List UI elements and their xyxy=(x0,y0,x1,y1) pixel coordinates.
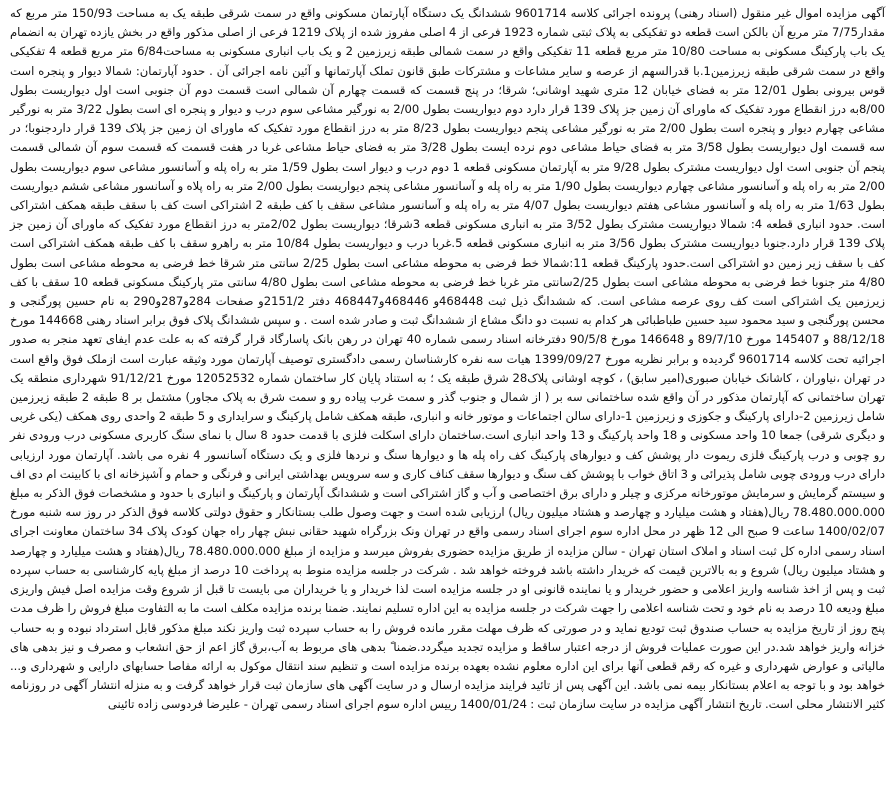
notice-body: آگهی مزایده اموال غیر منقول (اسناد رهنی) پرونده اجرائی کلاسه 9601714 ششدانگ یک دستگاه آپارتمان مسکونی واقع در سمت شرقی طبقه یک به مساحت 150/93 متر مربع که مقدار7/75 متر مربع آن بالکن است قطعه دو تفکیکی به پلاک ثبتی شماره 1923 فرعی از 4 اصلی مفروز شده از پلاک 1219 فرعی از اصلی مذکور واقع در بخش یازده تهران به انضمام یک باب پارکینگ مسکونی به مساحت 10/80 متر مربع قطعه 11 تفکیکی واقع در سمت شمالی طبقه زیرزمین 2 و یک باب انباری مسکونی به مساحت6/84 متر مربع قطعه 4 تفکیکی واقع در سمت شرقی طبقه زیرزمین1.با قدرالسهم از عرصه و سایر مشاعات و مشترکات طبق قانون تملک آپارتمانها و آئین نامه اجرائی آن . حدود آپارتمان: شمالا دیوار و پنجره است قوس بیرونی بطول 12/01 متر به فضای خیابان 12 متری شهید اوشانی؛ شرقا؛ در پنج قسمت که قسمت چهارم آن شمالی است قسمت دوم آن جنوبی است اول دیواریست بطول 8/00به درز انقطاع مورد تفکیک که ماورای آن زمین جز پلاک 139 قرار دارد دوم دیواریست بطول 2/00 به نورگیر مشاعی سوم درب و دیوار و پنجره ای است بطول 3/22 متر به نورگیر مشاعی چهارم دیوار و پنجره است بطول 2/00 متر به نورگیر مشاعی پنجم دیواریست بطول 8/23 متر به درز انقطاع مورد تفکیک که ماورای ان زمین جز پلاک 139 قرار دارد‌جنوبا؛ در سه قسمت اول دیواریست بطول 3/58 متر به فضای حیاط مشاعی دوم نرده ایست بطول 3/28 متر به فضای حیاط مشاعی غربا در هفت قسمت که قسمت سوم آن شمالی قسمت پنجم آن جنوبی است اول دیواریست مشترک بطول 9/28 متر به آپارتمان مسکونی قطعه 1 دوم درب و دیوار است بطول 1/59 متر به راه پله و آسانسور مشاعی سوم دیواریست بطول 2/00 متر به راه پله و آسانسور مشاعی چهارم دیواریست بطول 1/90 متر به راه پله و آسانسور مشاعی پنجم دیواریست بطول 2/00 متر به راه پلاه و آسانسور مشاعی ششم دیواریست بطول 1/63 متر به راه پله و آسانسور مشاعی هفتم دیواریست بطول 4/07 متر به راه پله و آسانسور مشاعی سقف با کف طبقه 2 اشتراکی است کف با سقف طبقه همکف اشتراکی است. حدود انباری قطعه 4: شمالا دیواریست مشترک بطول 3/52 متر به انباری مسکونی قطعه 3شرقا؛ دیواریست بطول 2/02متر به درز انقطاع مورد تفکیک که ماورای آن زمین جز پلاک 139 قرار دارد.جنوبا دیواریست مشترک بطول 3/56 متر به انباری مسکونی قطعه 5.غربا درب و دیواریست بطول 10/84 متر به راهرو سقف با کف طبقه همکف اشتراکی است کف با سقف زیر زمین دو اشتراکی است.حدود پارکینگ قطعه 11:شمالا خط فرضی به محوطه مشاعی است بطول 2/25 سانتی متر شرقا خط فرضی به محوطه مشاعی است بطول 4/80 متر جنوبا خط فرضی به محوطه مشاعی است بطول 2/25سانتی متر غربا خط فرضی به محوطه مشاعی است بطول 4/80 سانتی متر پارکینگ مسکونی قطعه 10 سقف با کف زیرزمین یک اشتراکی است کف روی عرصه مشاعی است. که ششدانگ ذیل ثبت 468448و 468446و468447 دفتر 2151/2و صفحات 284و287و290 به نام حسین پورگنجی و محسن پورگنجی و سید محمود سید حسین طباطبائی هر کدام به نسبت دو دانگ مشاع از ششدانگ ثبت و صادر شده است . و سپس ششدانگ پلاک فوق برابر اسناد رهنی 144668 مورخ 88/12/18 و 145407 مورخ 89/7/10 و 146648 مورخ 90/5/8 دفترخانه اسناد رسمی شماره 40 تهران در رهن بانک پاسارگاد قرار گرفته که به علت عدم ایفای تعهد منجر به صدور اجرائیه تحت کلاسه 9601714 گردیده و برابر نظریه مورخ 1399/09/27 هیات سه نفره کارشناسان رسمی دادگستری توصیف آپارتمان مورد وثیقه عبارت است ازملک فوق واقع است در تهران ،نیاوران ، کاشانک خیابان صبوری(امیر سابق) ، کوچه اوشانی پلاک28 شرق طبقه یک ؛ به استناد پایان کار ساختمان شماره 12052532 مورخ 91/12/21 شهرداری منطقه یک تهران ساختمانی که آپارتمان مذکور در آن واقع شده ساختمانی سه بر ( از شمال و جنوب گذر و سمت غرب پیاده رو و سمت شرق به پلاک مجاور) مشتمل بر 8 طبقه 2 طبقه زیرزمین شامل زیرزمین 2-دارای پارکینگ و جکوزی و زیرزمین 1-دارای سالن اجتماعات و موتور خانه و انباری، طبقه همکف شامل پارکینگ و سرایداری و 5 طبقه 2 واحدی روی همکف (یکی غربی و دیگری شرقی) جمعا 10 واحد مسکونی و 18 واحد پارکینگ و 13 واحد انباری است.ساختمان دارای اسکلت فلزی با قدمت حدود 8 سال با نمای سنگ کاربری مسکونی درب ورودی نفر رو چوبی و درب پارکینگ فلزی ریموت دار پوشش کف و دیوارهای پارکینگ کف راه پله ها و دیوارها سنگ و نردها فلزی و یک دستگاه آسانسور 4 نفره می باشد. آپارتمان مورد ارزیابی دارای درب ورودی چوبی شامل پذیرائی و 3 اتاق خواب با پوشش کف سنگ و دیوارها سقف کناف کاری و سه سرویس بهداشتی ایرانی و فرنگی و حمام و آشپزخانه ای با کابینت ام دی اف و سیستم گرمایش و سرمایش موتورخانه مرکزی و چیلر و دارای برق اختصاصی و آب و گاز اشتراکی است و ششدانگ آپارتمان و پارکینگ و انباری با حدود و مشخصات فوق الذکر به مبلغ 78.480.000.000 ریال(هفتاد و هشت میلیارد و چهارصد و هشتاد میلیون ریال) ارزیابی شده است و جهت وصول طلب بستانکار و حقوق دولتی کلاسه فوق الذکر در روز سه شنبه مورخ 1400/02/07 ساعت 9 صبح الی 12 ظهر در محل اداره سوم اجرای اسناد رسمی واقع در تهران ونک بزرگراه شهید حقانی نبش چهار راه جهان کودک پلاک 34 ساختمان معاونت اجرای اسناد رسمی اداره کل ثبت اسناد و املاک استان تهران - سالن مزایده از طریق مزایده حضوری بفروش میرسد و مزایده از مبلغ 78.480.000.000 ریال(هفتاد و هشت میلیارد و چهارصد و هشتاد میلیون ریال) شروع و به بالاترین قیمت که خریدار داشته باشد فروخته خواهد شد . شرکت در جلسه مزایده منوط به پرداخت 10 درصد از مبلغ پایه کارشناسی به حساب سپرده ثبت و پس از اخذ شناسه واریز اعلامی و حضور خریدار و یا نماینده قانونی او در جلسه مزایده است لذا خریدار و یا خریداران می بایست تا قبل از شروع وقت مزایده اصل فیش واریزی مبلغ ودیعه 10 درصد به نام خود و تحت شناسه اعلامی را جهت شرکت در جلسه مزایده به این اداره تسلیم نمایند. ضمنا برنده مزایده مکلف است ما به التفاوت مبلغ فروش را ظرف مدت پنج روز از تاریخ مزایده به حساب صندوق ثبت تودیع نماید و در صورتی که ظرف مهلت مقرر مانده فروش را به حساب سپرده ثبت واریز نکند مبلغ مذکور قابل استرداد نبوده و به حساب خزانه واریز خواهد شد.در این صورت عملیات فروش از درجه اعتبار ساقط و مزایده تجدید میگردد.ضمنا ً بدهی های مربوط به آب،برق گاز اعم از حق انشعاب و مصرف و نیز بدهی های مالیاتی و عوارض شهرداری و غیره که رقم قطعی آنها برای این اداره معلوم نشده بعهده برنده مزایده است و تنظیم سند انتقال موکول به ارائه مفاصا حسابهای دارایی و شهرداری و... خواهد بود و با توجه به اعلام بستانکار بیمه نمی باشد. این آگهی پس از تائید فرایند مزایده ارسال و در سایت آگهی های سازمان ثبت قرار خواهد گرفت و به منزله انتشار آگهی در روزنامه کثیر الانتشار محلی است. تاریخ انتشار آگهی مزایده در سایت سازمان ثبت : 1400/01/24 رییس اداره سوم اجرای اسناد رسمی تهران - علیرضا فردوسی زاده تائینی xyxy=(10,6,886,712)
